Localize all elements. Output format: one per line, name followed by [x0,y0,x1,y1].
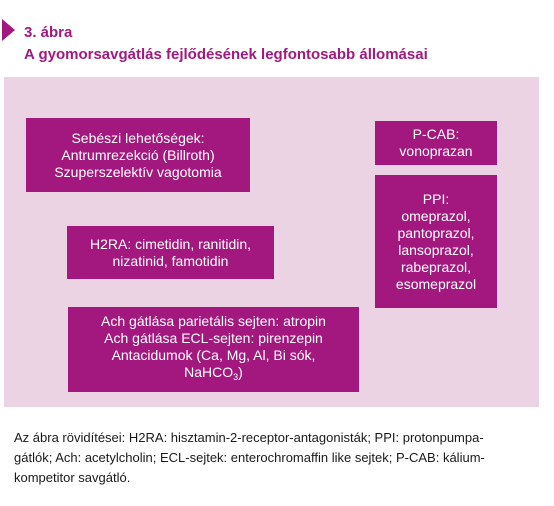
surgical-line-3: Szuperszelektív vagotomia [54,163,222,180]
abbreviations-footnote [14,428,539,488]
ppi-line-1: PPI: [422,190,450,207]
ach-line-1: Ach gátlása parietális sejten: atropin [101,313,326,329]
ach-inhibition-box [68,307,359,392]
ach-line-2: Ach gátlása ECL-sejten: pirenzepin [104,330,323,346]
h2ra-line-2: nizatinid, famotidin [112,252,229,269]
footnote-line-2: gátlók; Ach: acetylcholin; ECL-sejtek: enterochromaffin like sejtek; P-CAB: kálium- [14,450,485,465]
ppi-line-4: lansoprazol, [398,241,474,258]
pcab-box [375,121,497,165]
h2ra-line-1: H2RA: cimetidin, ranitidin, [89,235,252,252]
pcab-line-2: vonoprazan [399,143,473,159]
figure-number: 3. ábra [24,24,73,41]
surgical-line-2: Antrumrezekció (Billroth) [61,146,215,163]
ppi-line-5: rabeprazol, [400,258,472,275]
footnote-line-3: kompetitor savgátló. [14,470,131,485]
surgical-line-1: Sebészi lehetőségek: [71,129,205,146]
ach-line-4-prefix: NaHCO [184,364,234,380]
footnote-line-1: Az ábra rövidítései: H2RA: hisztamin-2-receptor-antagonisták; PPI: protonpumpa- [14,430,484,445]
ppi-line-3: pantoprazol, [397,224,475,241]
ppi-box [375,175,497,308]
figure-title: A gyomorsavgátlás fejlődésének legfontosabb állomásai [24,46,428,63]
title-marker-triangle [2,19,15,41]
ach-line-4-subscript: 3 [233,372,239,382]
ach-line-4 [184,364,243,386]
surgical-options-box [26,118,250,192]
ppi-line-6: esomeprazol [395,275,477,292]
ppi-line-2: omeprazol, [401,207,471,224]
pcab-line-1: P-CAB: [412,126,460,142]
ach-line-4-suffix: ) [238,364,243,380]
ach-line-3: Antacidumok (Ca, Mg, Al, Bi sók, [111,347,316,363]
h2ra-box [67,226,274,279]
